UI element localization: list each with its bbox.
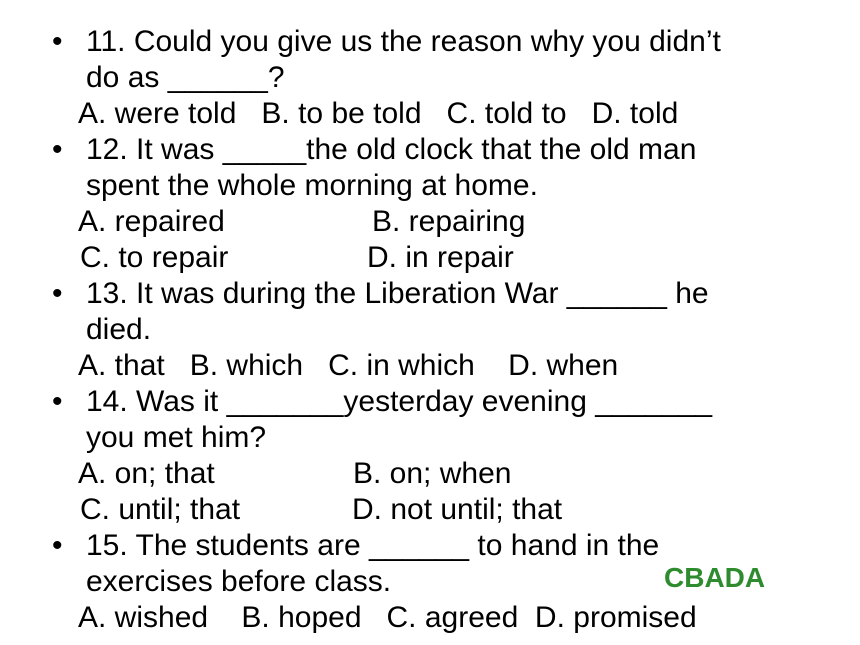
- q15-line2: exercises before class.: [86, 565, 392, 598]
- q13-options: A. that B. which C. in which D. when: [78, 349, 619, 382]
- q11-line1: 11. Could you give us the reason why you didn’t: [86, 25, 721, 58]
- q14-option-c: C. until; that: [80, 493, 241, 526]
- q11-line2: do as ______?: [86, 61, 285, 94]
- q12-option-a: A. repaired: [78, 205, 225, 238]
- answer-key: CBADA: [664, 562, 766, 593]
- bullet-q12: •: [52, 133, 63, 166]
- q14-line1: 14. Was it _______yesterday evening _______: [86, 385, 713, 418]
- bullet-q15: •: [52, 529, 63, 562]
- q12-line2: spent the whole morning at home.: [86, 169, 538, 202]
- q14-option-a: A. on; that: [78, 457, 215, 490]
- q11-options: A. were told B. to be told C. told to D. told: [78, 97, 679, 130]
- q13-line2: died.: [86, 313, 152, 346]
- bullet-q11: •: [52, 25, 63, 58]
- q12-option-b: B. repairing: [372, 205, 526, 238]
- bullet-q13: •: [52, 277, 63, 310]
- q14-line2: you met him?: [86, 421, 267, 454]
- q15-line1: 15. The students are ______ to hand in the: [86, 529, 660, 562]
- q12-line1: 12. It was _____the old clock that the old man: [86, 133, 697, 166]
- q14-option-b: B. on; when: [353, 457, 512, 490]
- q12-option-c: C. to repair: [80, 241, 229, 274]
- q13-line1: 13. It was during the Liberation War ______ he: [86, 277, 709, 310]
- bullet-q14: •: [52, 385, 63, 418]
- q12-option-d: D. in repair: [367, 241, 514, 274]
- q15-options: A. wished B. hoped C. agreed D. promised: [78, 601, 697, 634]
- q14-option-d: D. not until; that: [352, 493, 563, 526]
